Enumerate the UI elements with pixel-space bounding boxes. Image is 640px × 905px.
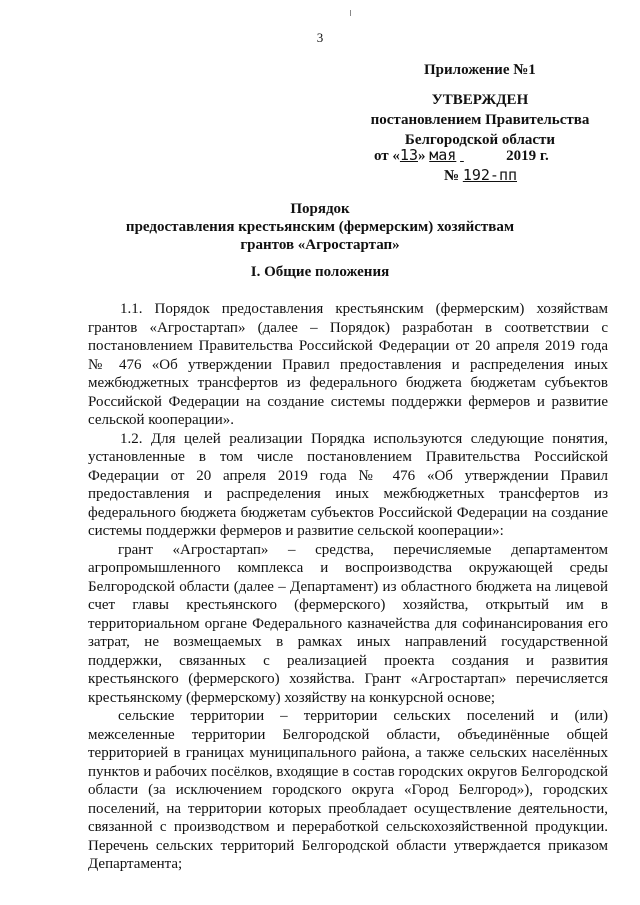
date-day: 13 — [399, 146, 418, 164]
approval-block — [360, 90, 600, 150]
approval-line-2: Белгородской области — [404, 132, 556, 148]
document-title — [0, 200, 640, 254]
definition-grant: грант «Агростартап» – средства, перечисляемые департаментом агропромышленного комплекса и воспроизводства окружающей среды Белгородской области (далее – Департамент) из областного бюджета на лицевой счет главы крестьянского (фермерского) хозяйства, открытый им в территориальном органе Федерального казначейства для софинансирования его затрат, не возмещаемых в рамках иных направлений государственной поддержки, связанных с реализацией проекта создания и развития крестьянского (фермерского) хозяйства. Грант «Агростартап» перечисляется крестьянскому (фермерскому) хозяйству на конкурсной основе; — [88, 541, 608, 706]
appendix-label: Приложение №1 — [424, 62, 536, 78]
scan-mark — [350, 10, 351, 16]
section-heading: I. Общие положения — [250, 264, 390, 280]
paragraph-1-2: 1.2. Для целей реализации Порядка используются следующие понятия, установленные в том числе постановлением Правительства Российской Федерации от 20 апреля 2019 года № 476 «Об утверждении Правил предоставления и распределения иных межбюджетных трансфертов из федерального бюджета бюджетам субъектов Российской Федерации на создание системы поддержки фермеров и развитие сельской кооперации»: — [88, 430, 608, 539]
number-prefix: № — [444, 168, 460, 184]
approval-title: УТВЕРЖДЕН — [431, 92, 529, 108]
title-line-2: предоставления крестьянским (фермерским) хозяйствам — [125, 219, 515, 235]
paragraph-1-1: 1.1. Порядок предоставления крестьянским (фермерским) хозяйствам грантов «Агростартап» (далее – Порядок) разработан в соответствии с постановлением Правительства Российской Федерации от 20 апреля 2019 года № 476 «Об утверждении Правил предоставления и распределения иных межбюджетных трансфертов из федерального бюджета бюджетам субъектов Российской Федерации на создание системы поддержки фермеров и развитие сельской кооперации». — [88, 301, 608, 428]
approval-date — [374, 146, 549, 165]
approval-line-1: постановлением Правительства — [370, 112, 590, 128]
number-value: 192-пп — [462, 166, 518, 184]
date-month: мая — [429, 146, 457, 164]
date-underline — [460, 148, 506, 165]
definition-rural-territories: сельские территории – территории сельских поселений и (или) межселенные территории Белгородской области, объединённые общей территорией в границах муниципального района, а также сельских населённых пунктов и рабочих посёлков, входящие в состав городских округов Белгородской области (за исключением городского округа «Город Белгород»), городских поселений, на территории которых преобладает осуществление деятельности, связанной с производством и переработкой сельскохозяйственной продукции. Перечень сельских территорий Белгородской области утверждается приказом Департамента; — [88, 708, 608, 872]
date-mid: » — [417, 148, 426, 164]
date-year: 2019 г. — [506, 148, 549, 164]
title-line-3: грантов «Агростартап» — [240, 237, 400, 253]
date-prefix: от « — [374, 148, 400, 164]
page-number: 3 — [316, 30, 324, 45]
title-line-1: Порядок — [290, 201, 350, 217]
document-body — [88, 300, 608, 874]
approval-number — [444, 166, 517, 185]
